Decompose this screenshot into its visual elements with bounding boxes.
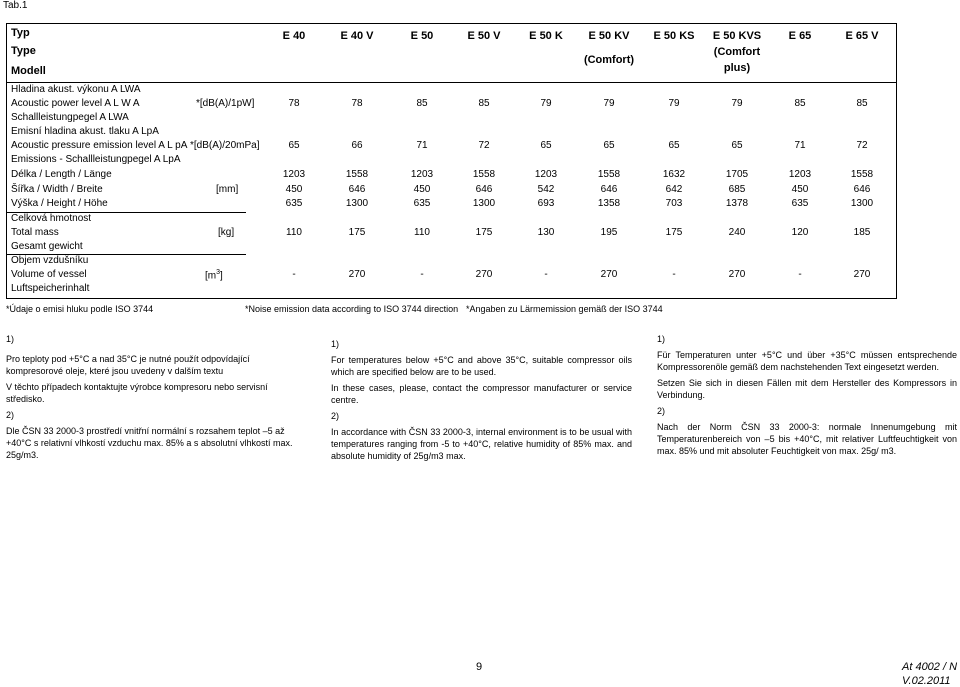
vessel-label-en: Volume of vessel bbox=[11, 269, 87, 280]
header-divider bbox=[6, 82, 896, 83]
lwa-unit: *[dB(A)/1pW] bbox=[196, 98, 255, 109]
lpa-unit: *[dB(A)/20mPa] bbox=[190, 140, 260, 151]
lpa-value: 72 bbox=[478, 140, 490, 151]
note-de-p3: Nach der Norm ČSN 33 2000-3: normale Innenumgebung mit Temperaturenbereich von –5 bis +40°C, mit relativer Luftfeuchtigkeit von max. 85% und mit absoluter Feuchtigkeit von max. 25g/ m3. bbox=[657, 422, 957, 456]
mass-value: 110 bbox=[414, 227, 430, 238]
lwa-value: 85 bbox=[416, 98, 428, 109]
mass-value: 120 bbox=[791, 227, 809, 238]
width-value: 646 bbox=[475, 184, 493, 195]
lpa-value: 66 bbox=[351, 140, 363, 151]
model-header: E 65 V bbox=[845, 30, 879, 42]
lwa-value: 85 bbox=[794, 98, 806, 109]
vessel-label-de: Luftspeicherinhalt bbox=[11, 283, 90, 294]
dim-label-length: Délka / Length / Länge bbox=[11, 169, 112, 180]
dim-unit: [mm] bbox=[216, 184, 239, 195]
lpa-label-cz: Emisní hladina akust. tlaku A LpA bbox=[11, 126, 159, 137]
model-sublabel: (Comfort) bbox=[583, 54, 635, 66]
dim-label-width: Šířka / Width / Breite bbox=[11, 184, 103, 195]
lpa-label-en: Acoustic pressure emission level A L pA bbox=[11, 140, 188, 151]
note-de-marker-1: 1) bbox=[657, 334, 666, 344]
model-header: E 50 KS bbox=[653, 30, 695, 42]
note-de-p1: Für Temperaturen unter +5°C und über +35°C müssen entsprechende Kompressorenöle gemäß dem nachstehenden Text eingesetzt werden. bbox=[657, 350, 957, 372]
mass-unit: [kg] bbox=[218, 227, 235, 238]
model-sublabel: (Comfort bbox=[713, 46, 761, 58]
header-type-cz: Typ bbox=[11, 27, 30, 39]
height-value: 635 bbox=[791, 198, 809, 209]
note-en-p3: In accordance with ČSN 33 2000-3, internal environment is to be usual with temperatures ranging from -5 to +40°C, relative humidity of 85% max. and absolute humidity of 25g/m3 max. bbox=[331, 427, 632, 461]
height-value: 635 bbox=[413, 198, 431, 209]
model-header: E 40 bbox=[282, 30, 306, 42]
mass-label-en: Total mass bbox=[11, 227, 59, 238]
vessel-value: - bbox=[544, 269, 548, 280]
mass-value: 240 bbox=[728, 227, 746, 238]
height-value: 635 bbox=[285, 198, 303, 209]
length-value: 1203 bbox=[534, 169, 558, 180]
lwa-label-de: Schallleistungpegel A LWA bbox=[11, 112, 129, 123]
height-value: 703 bbox=[665, 198, 683, 209]
width-value: 646 bbox=[348, 184, 366, 195]
page-number: 9 bbox=[476, 661, 483, 673]
lwa-value: 79 bbox=[668, 98, 680, 109]
vessel-value: - bbox=[292, 269, 296, 280]
model-header: E 50 V bbox=[467, 30, 501, 42]
length-value: 1203 bbox=[410, 169, 434, 180]
notes-de bbox=[657, 333, 957, 461]
lwa-value: 85 bbox=[856, 98, 868, 109]
header-type-en: Type bbox=[11, 45, 36, 57]
lpa-value: 65 bbox=[668, 140, 680, 151]
footnote-cz: *Údaje o emisi hluku podle ISO 3744 bbox=[6, 304, 154, 314]
model-header: E 50 bbox=[410, 30, 434, 42]
lwa-value: 78 bbox=[288, 98, 300, 109]
table-caption: Tab.1 bbox=[3, 0, 28, 11]
width-value: 450 bbox=[791, 184, 809, 195]
note-en-marker-2: 2) bbox=[331, 411, 340, 421]
note-cz-p3: Dle ČSN 33 2000-3 prostředí vnitřní normální s rozsahem teplot –5 až +40°C s relativní vlhkostí vzduchu max. 85% a s absolutní vlhkostí max. 25g/m3. bbox=[6, 426, 293, 460]
vessel-value: 270 bbox=[853, 269, 871, 280]
note-cz-marker-2: 2) bbox=[6, 410, 15, 420]
model-header: E 50 K bbox=[529, 30, 563, 42]
length-value: 1203 bbox=[282, 169, 306, 180]
vessel-value: - bbox=[420, 269, 424, 280]
height-value: 1300 bbox=[345, 198, 369, 209]
lwa-value: 79 bbox=[731, 98, 743, 109]
length-value: 1558 bbox=[472, 169, 496, 180]
model-header: E 65 bbox=[788, 30, 812, 42]
height-value: 1300 bbox=[850, 198, 874, 209]
length-value: 1203 bbox=[788, 169, 812, 180]
mass-label-cz: Celková hmotnost bbox=[11, 213, 92, 224]
lpa-label-de: Emissions - Schallleistungpegel A LpA bbox=[11, 154, 181, 165]
length-value: 1632 bbox=[662, 169, 686, 180]
width-value: 646 bbox=[853, 184, 871, 195]
mass-value: 175 bbox=[665, 227, 683, 238]
length-value: 1558 bbox=[850, 169, 874, 180]
footnote-de: *Angaben zu Lärmemission gemäß der ISO 3744 bbox=[466, 304, 663, 314]
note-en-p2: In these cases, please, contact the compressor manufacturer or service centre. bbox=[331, 383, 632, 405]
vessel-label-cz: Objem vzdušníku bbox=[11, 255, 89, 266]
lwa-label-cz: Hladina akust. výkonu A LWA bbox=[11, 84, 141, 95]
note-en-p1: For temperatures below +5°C and above 35°C, suitable compressor oils which are specified below are to be used. bbox=[331, 355, 632, 377]
footnote-en: *Noise emission data according to ISO 3744 direction bbox=[245, 304, 459, 314]
vessel-value: - bbox=[672, 269, 676, 280]
lpa-value: 65 bbox=[603, 140, 615, 151]
width-value: 450 bbox=[285, 184, 303, 195]
lwa-value: 79 bbox=[540, 98, 552, 109]
model-sublabel: plus) bbox=[723, 62, 751, 74]
lwa-label-en: Acoustic power level A L W A bbox=[11, 98, 140, 109]
vessel-value: 270 bbox=[475, 269, 493, 280]
mass-value: 130 bbox=[537, 227, 555, 238]
note-cz-marker-1: 1) bbox=[6, 334, 15, 344]
note-cz-p1: Pro teploty pod +5°C a nad 35°C je nutné použít odpovídající kompresorové oleje, které jsou uvedeny v dalším textu bbox=[6, 354, 250, 376]
vessel-value: 270 bbox=[348, 269, 366, 280]
note-cz-p2: V těchto případech kontaktujte výrobce kompresoru nebo servisní středisko. bbox=[6, 382, 268, 404]
notes-en bbox=[331, 338, 632, 466]
height-value: 1358 bbox=[597, 198, 621, 209]
vessel-value: 270 bbox=[600, 269, 618, 280]
width-value: 685 bbox=[728, 184, 746, 195]
document-id: At 4002 / N bbox=[902, 661, 958, 673]
model-header: E 50 KV bbox=[588, 30, 630, 42]
lwa-value: 78 bbox=[351, 98, 363, 109]
model-header: E 50 KVS bbox=[712, 30, 762, 42]
lpa-value: 71 bbox=[794, 140, 806, 151]
note-en-marker-1: 1) bbox=[331, 339, 340, 349]
length-value: 1558 bbox=[597, 169, 621, 180]
dim-label-height: Výška / Height / Höhe bbox=[11, 198, 108, 209]
width-value: 542 bbox=[537, 184, 555, 195]
mass-value: 195 bbox=[600, 227, 618, 238]
notes-cz bbox=[6, 333, 308, 465]
height-value: 1378 bbox=[725, 198, 749, 209]
lpa-value: 72 bbox=[856, 140, 868, 151]
mass-value: 175 bbox=[348, 227, 366, 238]
height-value: 693 bbox=[537, 198, 555, 209]
model-header: E 40 V bbox=[340, 30, 374, 42]
mass-value: 110 bbox=[286, 227, 302, 238]
header-type-de: Modell bbox=[11, 65, 46, 77]
length-value: 1558 bbox=[345, 169, 369, 180]
lpa-value: 65 bbox=[540, 140, 552, 151]
width-value: 450 bbox=[413, 184, 431, 195]
lpa-value: 65 bbox=[731, 140, 743, 151]
vessel-unit: $[m^3]$ bbox=[205, 269, 223, 282]
length-value: 1705 bbox=[725, 169, 749, 180]
document-version: V.02.2011 bbox=[902, 675, 951, 687]
width-value: 642 bbox=[665, 184, 683, 195]
vessel-value: 270 bbox=[728, 269, 746, 280]
note-de-marker-2: 2) bbox=[657, 406, 666, 416]
height-value: 1300 bbox=[472, 198, 496, 209]
vessel-value: - bbox=[798, 269, 802, 280]
lwa-value: 79 bbox=[603, 98, 615, 109]
mass-value: 175 bbox=[475, 227, 493, 238]
lpa-value: 65 bbox=[288, 140, 300, 151]
mass-label-de: Gesamt gewicht bbox=[11, 241, 83, 252]
width-value: 646 bbox=[600, 184, 618, 195]
lwa-value: 85 bbox=[478, 98, 490, 109]
mass-value: 185 bbox=[853, 227, 871, 238]
note-de-p2: Setzen Sie sich in diesen Fällen mit dem Hersteller des Kompressors in Verbindung. bbox=[657, 378, 957, 400]
lpa-value: 71 bbox=[416, 140, 428, 151]
